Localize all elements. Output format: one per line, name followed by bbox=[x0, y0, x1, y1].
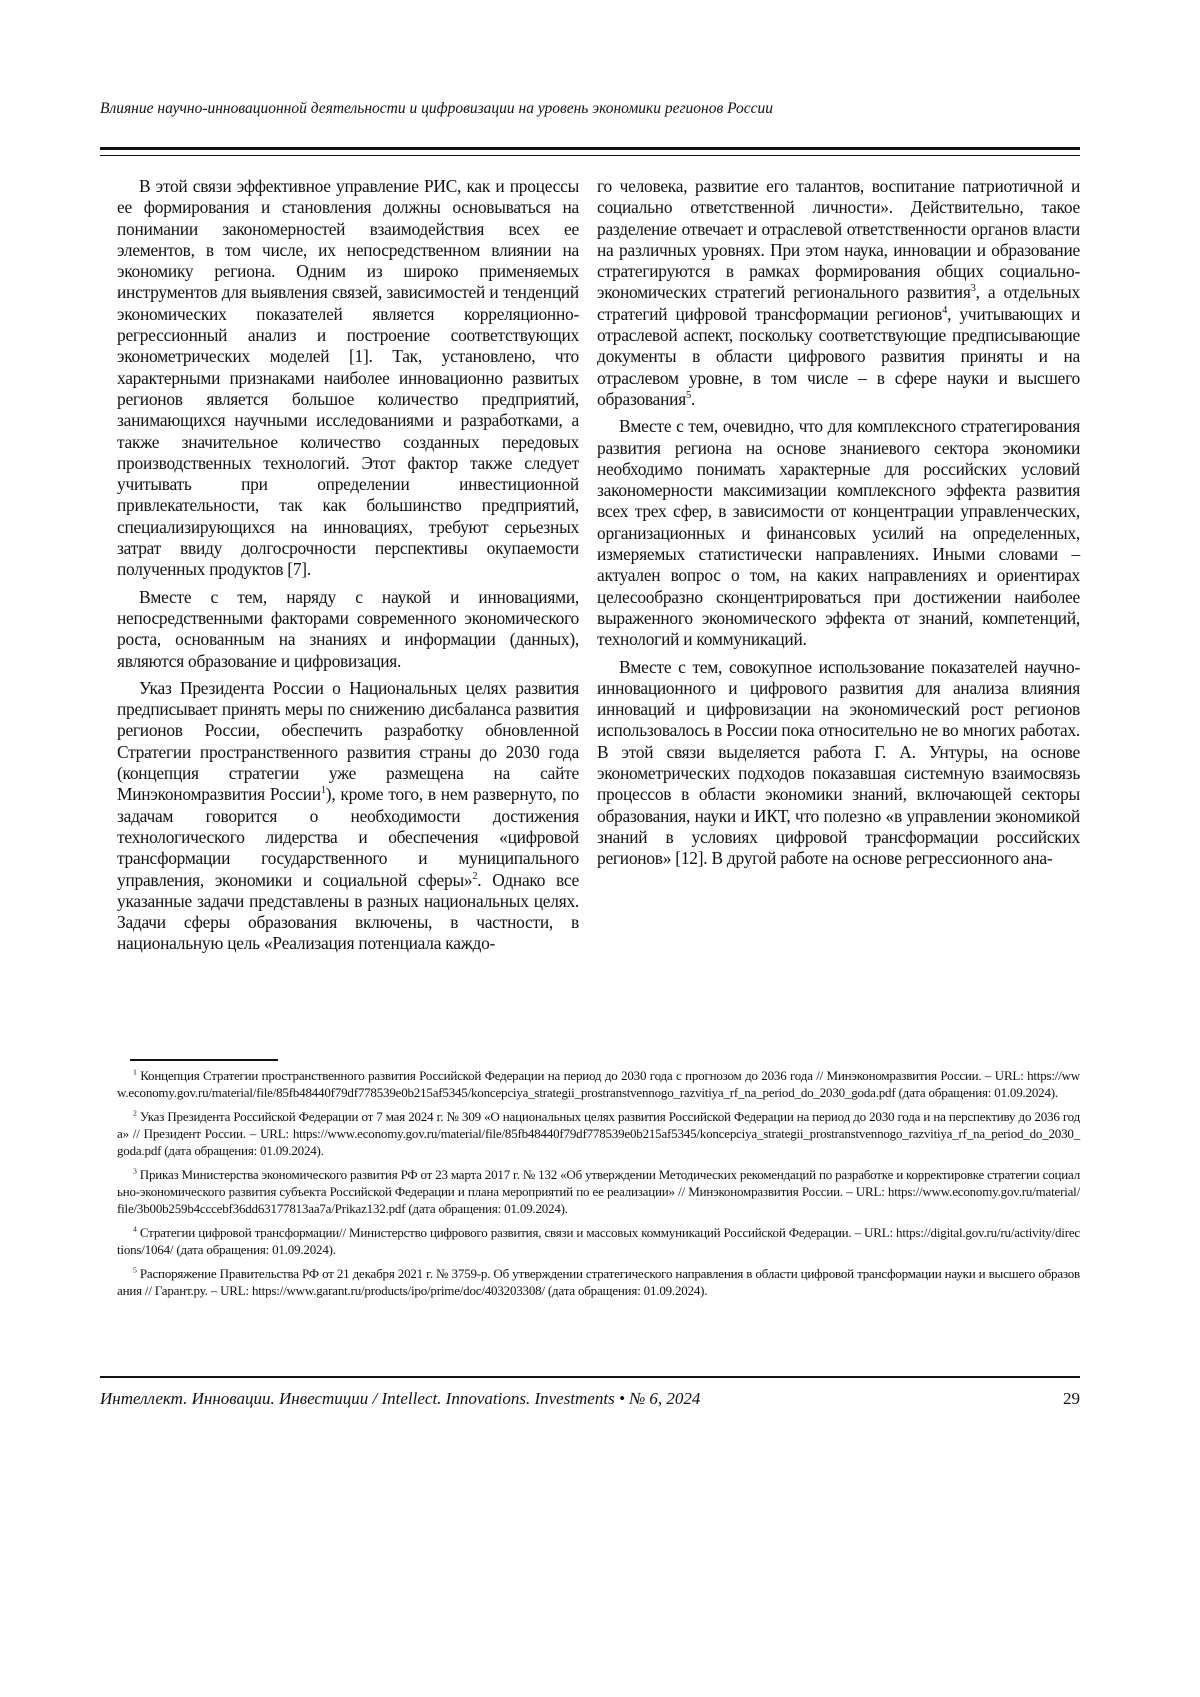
paragraph-text: Вместе с тем, совокупное использование показателей научно-инновационного и цифрового развития для анализа влияния инноваций и цифровизации на экономический рост регионов использовалось в России пока относительно не во многих работах. В этой связи выделяется работа Г. А. Унтуры, на основе эконометрических подходов показавшая системную взаимосвязь процессов в области экономики знаний, включающей секторы образования, науки и ИКТ, что полезно «в управлении экономикой знаний в условиях цифровой трансформации российских регионов» [12]. В другой работе на основе регрессионного ана- bbox=[597, 657, 1080, 869]
paragraph bbox=[597, 657, 1080, 870]
footnote-ref: 4 bbox=[942, 305, 947, 316]
paragraph bbox=[597, 176, 1080, 410]
page-footer bbox=[100, 1389, 1080, 1409]
footnote-text: Распоряжение Правительства РФ от 21 декабря 2021 г. № 3759-р. Об утверждении стратегического направления в области цифровой трансформации науки и высшего образования // Гарант.ру. – URL: https://www.garant.ru/products/ipo/prime/doc/403203308/ (дата обращения: 01.09.2024). bbox=[117, 1266, 1080, 1298]
footnote-ref: 3 bbox=[971, 284, 976, 295]
header-rule bbox=[100, 147, 1080, 153]
paragraph-text: , а отдельных стратегий цифровой трансформации регионов bbox=[597, 282, 1080, 323]
paragraph-text: , учитывающих и отраслевой аспект, поскольку соответствующие предписывающие документы в области цифрового развития приняты и на отраслевом уровне, в том числе – в сфере науки и высшего образования bbox=[597, 304, 1080, 409]
paragraph-text: Вместе с тем, очевидно, что для комплексного стратегирования развития региона на основе знаниевого сектора экономики необходимо понимать характерные для российских условий закономерности максимизации комплексного эффекта развития всех трех сфер, в зависимости от концентрации управленческих, организационных и финансовых усилий на определенных, измеряемых статистически направлениях. Иными словами – актуален вопрос о том, на каких направлениях и ориентирах целесообразно сконцентрироваться при достижении наиболее выраженного экономического эффекта от знаний, компетенций, технологий и коммуникаций. bbox=[597, 416, 1080, 649]
footnote-number: 3 bbox=[133, 1167, 137, 1176]
header-rule-thin bbox=[100, 155, 1080, 156]
right-column bbox=[597, 176, 1080, 876]
footnote bbox=[117, 1166, 1080, 1217]
footer-rule bbox=[100, 1376, 1080, 1378]
footnote-separator bbox=[130, 1059, 278, 1061]
footnote-number: 1 bbox=[133, 1068, 137, 1077]
footnote-number: 2 bbox=[133, 1109, 137, 1118]
footnote-text: Приказ Министерства экономического развития РФ от 23 марта 2017 г. № 132 «Об утверждении Методических рекомендаций по разработке и корректировке стратегии социально-экономического развития субъекта Российской Федерации и плана мероприятий по ее реализации» // Минэкономразвития России. – URL: https://www.economy.gov.ru/material/file/3b00b259b4cccebf36dd63177813aa7a/Prikaz132.pdf (дата обращения: 01.09.2024). bbox=[117, 1167, 1080, 1216]
paragraph-text: . bbox=[691, 389, 695, 409]
footnotes bbox=[117, 1067, 1080, 1306]
paragraph-text: В этой связи эффективное управление РИС, как и процессы ее формирования и становления должны основываться на понимании закономерностей взаимодействия всех ее элементов, в том числе, их непосредственном влиянии на экономику региона. Одним из широко применяемых инструментов для выявления связей, зависимостей и тенденций экономических показателей является корреляционно-регрессионный анализ и построение соответствующих эконометрических моделей [1]. Так, установлено, что характерными признаками наиболее инновационно развитых регионов является большое количество предприятий, занимающихся научными исследованиями и разработками, а также значительное количество созданных передовых производственных технологий. Этот фактор также следует учитывать при определении инвестиционной привлекательности, так как большинство предприятий, специализирующихся на инновациях, требуют серьезных затрат ввиду долгосрочности перспективы окупаемости полученных продуктов [7]. bbox=[117, 176, 579, 579]
footnote-number: 4 bbox=[133, 1225, 137, 1234]
page-number: 29 bbox=[1063, 1389, 1080, 1409]
footnote-text: Концепция Стратегии пространственного развития Российской Федерации на период до 2030 года с прогнозом до 2036 года // Минэкономразвития России. – URL: https://www.economy.gov.ru/material/file/85fb48440f79df778539e0b215af5345/koncepciya_strategii_prostranstvennogo_razvitiya_rf_na_period_do_2030_goda.pdf (дата обращения: 01.09.2024). bbox=[117, 1068, 1080, 1100]
paragraph bbox=[117, 587, 579, 672]
paragraph bbox=[117, 678, 579, 955]
journal-title: Интеллект. Инновации. Инвестиции / Intellect. Innovations. Investments • № 6, 2024 bbox=[100, 1389, 700, 1408]
footnote bbox=[117, 1067, 1080, 1101]
paragraph-text: . Однако все указанные задачи представлены в разных национальных целях. Задачи сферы образования включены, в частности, в национальную цель «Реализация потенциала каждо- bbox=[117, 870, 579, 954]
paragraph-text: ), кроме того, в нем развернуто, по задачам говорится о необходимости достижения технологического лидерства и обеспечения «цифровой трансформации государственного и муниципального управления, экономики и социальной сферы» bbox=[117, 784, 579, 889]
footnote-ref: 5 bbox=[686, 390, 691, 401]
footnote-number: 5 bbox=[133, 1266, 137, 1275]
footnote bbox=[117, 1224, 1080, 1258]
running-title: Влияние научно-инновационной деятельности и цифровизации на уровень экономики регионов России bbox=[100, 100, 1100, 118]
footnote bbox=[117, 1108, 1080, 1159]
paragraph-text: Вместе с тем, наряду с наукой и инновациями, непосредственными факторами современного экономического роста, основанным на знаниях и информации (данных), являются образование и цифровизация. bbox=[117, 587, 579, 671]
footnote-ref: 2 bbox=[472, 871, 477, 882]
paragraph-text: го человека, развитие его талантов, воспитание патриотичной и социально ответственной личности». Действительно, такое разделение отвечает и отраслевой ответственности органов власти на различных уровнях. При этом наука, инновации и образование стратегируются в рамках формирования общих социально-экономических стратегий регионального развития bbox=[597, 176, 1080, 302]
footnote-ref: 1 bbox=[321, 786, 326, 797]
paragraph bbox=[597, 416, 1080, 650]
footnote-text: Стратегии цифровой трансформации// Министерство цифрового развития, связи и массовых коммуникаций Российской Федерации. – URL: https://digital.gov.ru/ru/activity/directions/1064/ (дата обращения: 01.09.2024). bbox=[117, 1225, 1080, 1257]
paragraph-text: Указ Президента России о Национальных целях развития предписывает принять меры по снижению дисбаланса развития регионов России, обеспечить разработку обновленной Стратегии пространственного развития страны до 2030 года (концепция стратегии уже размещена на сайте Минэкономразвития России bbox=[117, 678, 579, 804]
footnote-text: Указ Президента Российской Федерации от 7 мая 2024 г. № 309 «О национальных целях развития Российской Федерации на период до 2030 года и на перспективу до 2036 года» // Президент России. – URL: https://www.economy.gov.ru/material/file/85fb48440f79df778539e0b215af5345/koncepciya_strategii_prostranstvennogo_razvitiya_rf_na_period_do_2030_goda.pdf (дата обращения: 01.09.2024). bbox=[117, 1109, 1080, 1158]
footnote bbox=[117, 1265, 1080, 1299]
left-column bbox=[117, 176, 579, 961]
paragraph bbox=[117, 176, 579, 581]
